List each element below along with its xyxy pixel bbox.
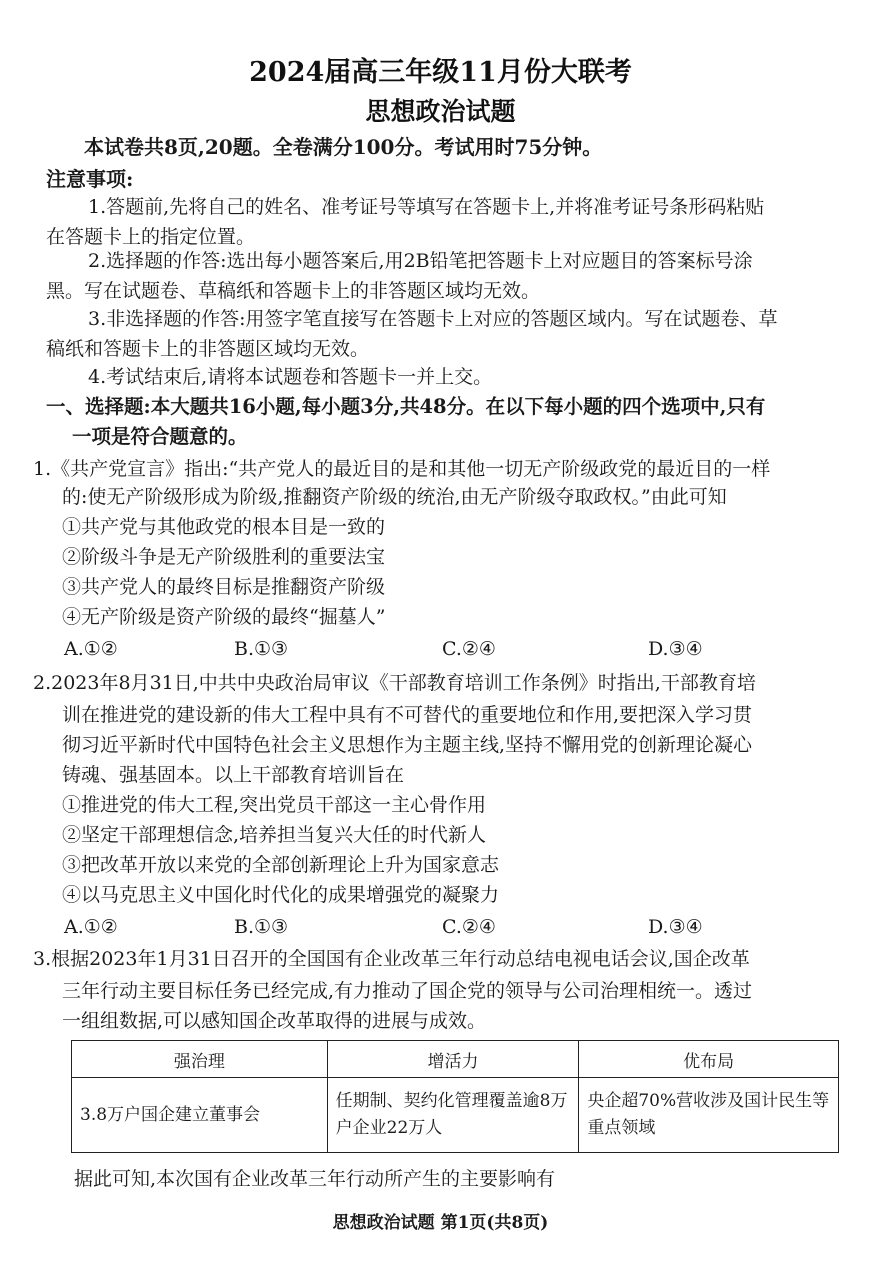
section-heading: 一、选择题:本大题共16小题,每小题3分,共48分。在以下每小题的四个选项中,只有 <box>46 395 766 418</box>
q1-option-b: B.①③ <box>234 638 289 660</box>
q2-stem-line: 彻习近平新时代中国特色社会主义思想作为主题主线,坚持不懈用党的创新理论凝心 <box>62 734 753 756</box>
q2-option-a: A.①② <box>64 916 118 938</box>
q3-data-table <box>71 1040 839 1153</box>
notice-line: 稿纸和答题卡上的非答题区域均无效。 <box>46 338 370 360</box>
q1-item: ①共产党与其他政党的根本目是一致的 <box>62 516 386 538</box>
q2-stem-line: 铸魂、强基固本。以上干部教育培训旨在 <box>62 764 405 786</box>
table-header-cell: 优布局 <box>579 1041 839 1078</box>
notice-line: 黑。写在试题卷、草稿纸和答题卡上的非答题区域均无效。 <box>46 280 541 302</box>
table-header-row <box>72 1041 839 1078</box>
notice-line: 4.考试结束后,请将本试题卷和答题卡一并上交。 <box>88 366 493 388</box>
q2-item: ①推进党的伟大工程,突出党员干部这一主心骨作用 <box>62 794 487 816</box>
q1-item: ②阶级斗争是无产阶级胜利的重要法宝 <box>62 546 386 568</box>
table-cell: 3.8万户国企建立董事会 <box>72 1078 328 1153</box>
q2-stem-line: 2.2023年8月31日,中共中央政治局审议《干部教育培训工作条例》时指出,干部教育培 <box>33 672 756 694</box>
q2-option-c: C.②④ <box>442 916 496 938</box>
table-cell: 央企超70%营收涉及国计民生等重点领域 <box>579 1078 839 1153</box>
section-heading-cont: 一项是符合题意的。 <box>72 425 248 448</box>
exam-subtitle: 思想政治试题 <box>365 97 516 126</box>
exam-info: 本试卷共8页,20题。全卷满分100分。考试用时75分钟。 <box>84 135 603 159</box>
table-header-cell: 增活力 <box>327 1041 579 1078</box>
notice-line: 3.非选择题的作答:用签字笔直接写在答题卡上对应的答题区域内。写在试题卷、草 <box>88 308 778 330</box>
notice-line: 在答题卡上的指定位置。 <box>46 226 256 248</box>
q1-option-d: D.③④ <box>648 638 703 660</box>
q1-item: ③共产党人的最终目标是推翻资产阶级 <box>62 576 386 598</box>
q1-option-a: A.①② <box>64 638 118 660</box>
page-footer: 思想政治试题 第1页(共8页) <box>332 1213 549 1233</box>
q2-stem-line: 训在推进党的建设新的伟大工程中具有不可替代的重要地位和作用,要把深入学习贯 <box>62 704 753 726</box>
notice-heading: 注意事项: <box>46 167 134 191</box>
q3-stem-line: 三年行动主要目标任务已经完成,有力推动了国企党的领导与公司治理相统一。透过 <box>62 980 753 1002</box>
notice-line: 2.选择题的作答:选出每小题答案后,用2B铅笔把答题卡上对应题目的答案标号涂 <box>88 250 753 272</box>
q3-followup: 据此可知,本次国有企业改革三年行动所产生的主要影响有 <box>74 1168 556 1190</box>
table-header-cell: 强治理 <box>72 1041 328 1078</box>
table-row <box>72 1078 839 1153</box>
q2-item: ③把改革开放以来党的全部创新理论上升为国家意志 <box>62 854 500 876</box>
q3-stem-line: 一组组数据,可以感知国企改革取得的进展与成效。 <box>62 1010 487 1032</box>
exam-title: 2024届高三年级11月份大联考 <box>249 57 632 88</box>
q2-option-d: D.③④ <box>648 916 703 938</box>
q1-stem-line: 的:使无产阶级形成为阶级,推翻资产阶级的统治,由无产阶级夺取政权。”由此可知 <box>62 486 727 508</box>
table-cell: 任期制、契约化管理覆盖逾8万户企业22万人 <box>327 1078 579 1153</box>
q2-item: ②坚定干部理想信念,培养担当复兴大任的时代新人 <box>62 824 487 846</box>
q1-item: ④无产阶级是资产阶级的最终“掘墓人” <box>62 606 386 628</box>
q1-stem-line: 1.《共产党宣言》指出:“共产党人的最近目的是和其他一切无产阶级政党的最近目的一样 <box>33 458 771 480</box>
q3-stem-line: 3.根据2023年1月31日召开的全国国有企业改革三年行动总结电视电话会议,国企改革 <box>33 948 750 970</box>
q2-option-b: B.①③ <box>234 916 289 938</box>
notice-line: 1.答题前,先将自己的姓名、准考证号等填写在答题卡上,并将准考证号条形码粘贴 <box>88 196 765 218</box>
q1-option-c: C.②④ <box>442 638 496 660</box>
q2-item: ④以马克思主义中国化时代化的成果增强党的凝聚力 <box>62 884 500 906</box>
